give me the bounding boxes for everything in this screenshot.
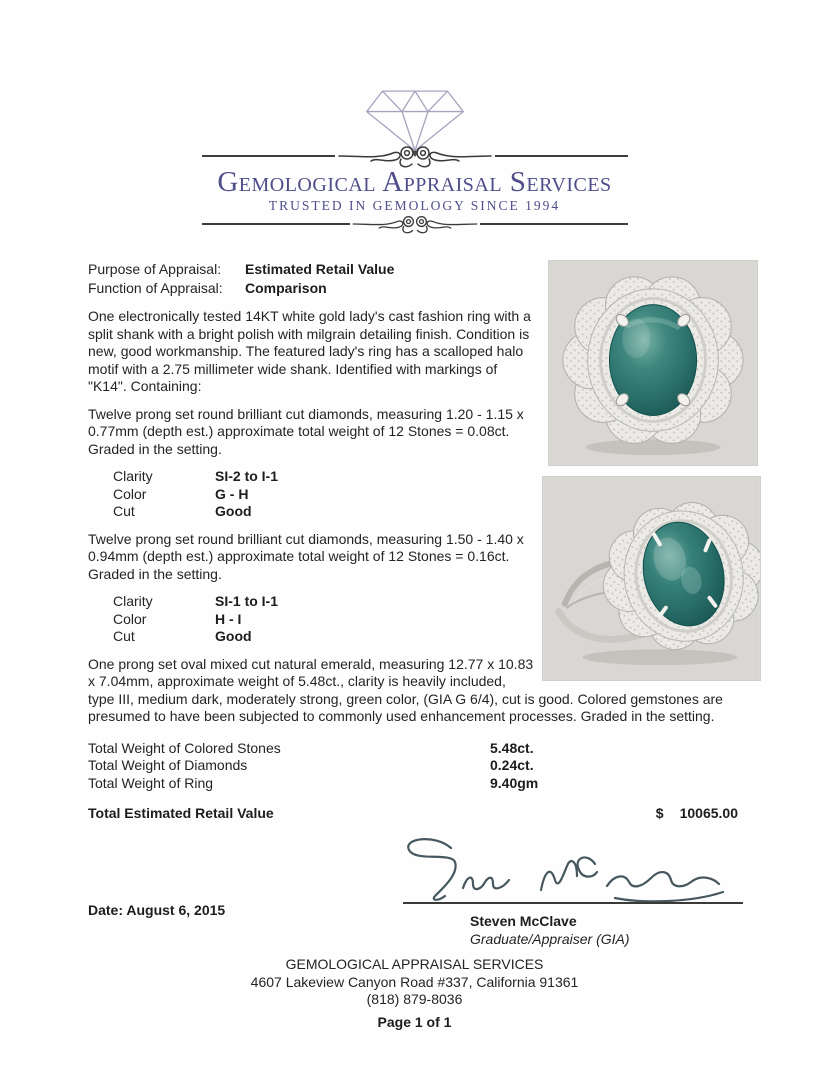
total-estimated-retail-value <box>88 804 789 822</box>
diamonds-group-1-description: Twelve prong set round brilliant cut diamonds, measuring 1.20 - 1.15 x 0.77mm (depth est.) approximate total weight of 12 Stones = 0.08ct. Graded in the setting. <box>88 405 524 457</box>
clarity-label: Clarity <box>113 468 153 484</box>
weight-totals <box>88 740 789 793</box>
total-value: 5.48ct. <box>490 739 534 756</box>
header-ornament-bottom <box>202 214 628 234</box>
footer-company: GEMOLOGICAL APPRAISAL SERVICES <box>285 956 544 972</box>
ring-side-view-photo <box>542 476 761 681</box>
header-ornament-top <box>202 146 628 166</box>
purpose-label: Purpose of Appraisal: <box>88 261 222 277</box>
appraiser-name: Steven McClave <box>470 913 577 929</box>
document-body <box>0 234 829 950</box>
total-label: Total Weight of Diamonds <box>88 757 248 773</box>
company-title: Gemological Appraisal Services <box>217 166 612 198</box>
header-rule-left <box>202 155 335 157</box>
company-tagline: TRUSTED IN GEMOLOGY SINCE 1994 <box>268 198 561 213</box>
cut-label: Cut <box>113 628 135 644</box>
purpose-value: Estimated Retail Value <box>245 261 395 277</box>
clarity-label: Clarity <box>113 593 153 609</box>
ring-photos <box>534 260 789 681</box>
document-header <box>0 0 829 234</box>
footer-rule-left <box>202 223 350 225</box>
flourish-icon <box>350 213 480 235</box>
amount-value: 10065.00 <box>679 805 738 821</box>
grand-total-amount <box>656 804 738 822</box>
color-label: Color <box>113 610 147 627</box>
ring-top-view-photo <box>548 260 758 466</box>
total-label: Total Weight of Ring <box>88 774 214 791</box>
clarity-value: SI-2 to I-1 <box>215 468 279 484</box>
cut-value: Good <box>215 628 252 644</box>
total-row-ring <box>88 775 789 793</box>
color-value: G - H <box>215 485 249 502</box>
footer-phone: (818) 879-8036 <box>366 991 463 1007</box>
function-label: Function of Appraisal: <box>88 280 223 296</box>
color-value: H - I <box>215 610 242 627</box>
clarity-value: SI-1 to I-1 <box>215 593 279 609</box>
header-rule-right <box>495 155 628 157</box>
footer-address: 4607 Lakeview Canyon Road #337, California 91361 <box>250 973 579 990</box>
diamonds-group-2-description: Twelve prong set round brilliant cut diamonds, measuring 1.50 - 1.40 x 0.94mm (depth est.) approximate total weight of 12 Stones = 0.16ct. Graded in the setting. <box>88 530 524 582</box>
signature-line <box>403 902 743 904</box>
diamond-logo-icon <box>0 80 829 152</box>
emerald-description: One prong set oval mixed cut natural emerald, measuring 12.77 x 10.83 x 7.04mm, approximate weight of 5.48ct., clarity is heavily included, type III, medium dark, moderately strong, green color, (GIA G 6/4), cut is good. Colored gemstones are presumed to have been subjected to commonly used enhancement processes. Graded in the setting. <box>88 655 723 724</box>
cut-label: Cut <box>113 503 135 519</box>
currency-symbol: $ <box>655 805 664 821</box>
total-value: 9.40gm <box>490 774 539 791</box>
total-row-colored-stones <box>88 740 789 758</box>
signer-block <box>470 912 630 948</box>
function-value: Comparison <box>245 280 327 296</box>
cut-value: Good <box>215 503 252 519</box>
document-footer <box>0 956 829 1031</box>
total-value: 0.24ct. <box>490 757 534 773</box>
total-label: Total Weight of Colored Stones <box>88 739 281 756</box>
grand-total-label: Total Estimated Retail Value <box>88 805 274 821</box>
appraiser-title: Graduate/Appraiser (GIA) <box>470 931 630 947</box>
page-number: Page 1 of 1 <box>377 1013 452 1030</box>
color-label: Color <box>113 485 147 502</box>
ring-description: One electronically tested 14KT white gold lady's cast fashion ring with a split shank with a bright polish with milgrain detailing finish. Condition is new, good workmanship. The featured lady's ring has a scalloped halo motif with a 2.75 millimeter wide shank. Identified with markings of "K14". Containing: <box>88 308 531 394</box>
signature-scrawl <box>388 830 738 908</box>
signature-area <box>88 838 789 950</box>
footer-rule-right <box>480 223 628 225</box>
total-row-diamonds <box>88 757 789 775</box>
appraisal-date: Date: August 6, 2015 <box>88 902 226 918</box>
